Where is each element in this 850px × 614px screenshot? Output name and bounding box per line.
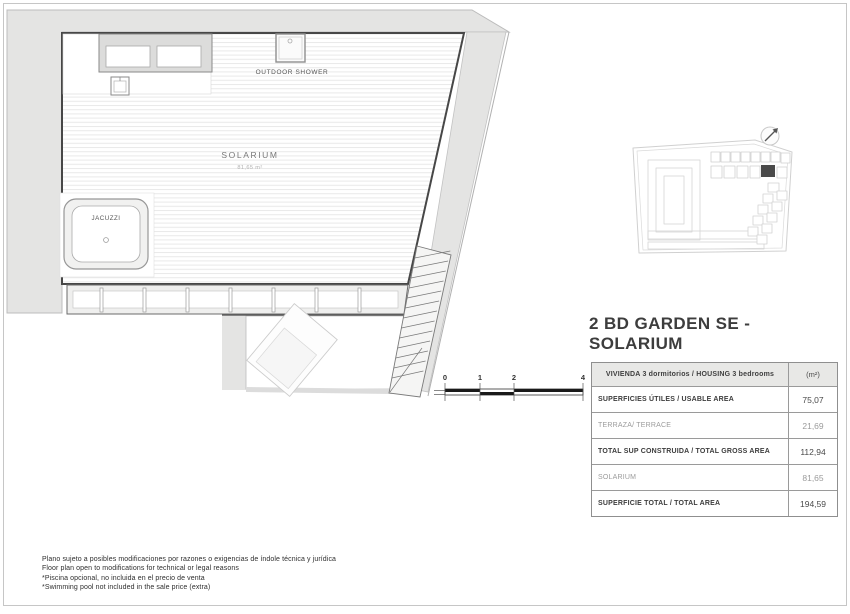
scale-tick-1: 1	[477, 373, 483, 382]
row-label: TOTAL SUP CONSTRUIDA / TOTAL GROSS AREA	[592, 439, 789, 464]
row-label: SUPERFICIE TOTAL / TOTAL AREA	[592, 491, 789, 516]
outdoor-sink	[111, 77, 129, 95]
terrace-beam-strip	[67, 285, 408, 314]
table-row	[592, 438, 837, 464]
solarium-area-label: 81,65 m²	[237, 165, 263, 171]
table-row	[592, 490, 837, 516]
highlighted-unit	[761, 165, 775, 177]
row-label: SUPERFICIES ÚTILES / USABLE AREA	[592, 387, 789, 412]
north-arrow-icon	[761, 127, 779, 145]
table-row	[592, 386, 837, 412]
area-table	[591, 362, 838, 517]
disclaimer-line: Plano sujeto a posibles modificaciones por razones o exigencias de índole técnica y jurídica	[42, 556, 337, 563]
area-table-header-label: VIVIENDA 3 dormitorios / HOUSING 3 bedrooms	[592, 363, 789, 386]
row-label: TERRAZA/ TERRACE	[592, 413, 789, 438]
area-table-header	[592, 363, 837, 386]
site-key-map	[633, 127, 792, 253]
disclaimer-line: *Swimming pool not included in the sale price (extra)	[42, 584, 211, 592]
jacuzzi-label: JACUZZI	[91, 215, 121, 222]
lower-terrace	[222, 304, 406, 397]
solarium-label: SOLARIUM	[221, 150, 279, 160]
row-value: 194,59	[800, 498, 826, 509]
shower-tray	[276, 34, 305, 62]
disclaimer-line: Floor plan open to modifications for technical or legal reasons	[42, 565, 239, 573]
row-value: 75,07	[802, 394, 824, 405]
row-label: SOLARIUM	[592, 465, 789, 490]
page-title: 2 BD GARDEN SE - SOLARIUM	[589, 314, 751, 353]
outdoor-shower-label: OUTDOOR SHOWER	[255, 69, 329, 76]
table-row	[592, 464, 837, 490]
scale-tick-0: 0	[442, 373, 448, 382]
scale-bar	[434, 373, 586, 401]
scale-tick-4: 4	[580, 373, 586, 382]
row-value: 81,65	[802, 472, 824, 483]
pergola-structure	[99, 34, 212, 72]
area-table-header-unit: (m²)	[806, 370, 820, 379]
table-row	[592, 412, 837, 438]
row-value: 21,69	[802, 420, 824, 431]
row-value: 112,94	[800, 446, 826, 457]
jacuzzi	[60, 193, 154, 277]
scale-tick-2: 2	[511, 373, 517, 382]
disclaimer-line: *Piscina opcional, no incluida en el precio de venta	[42, 574, 205, 582]
disclaimer	[42, 555, 336, 593]
